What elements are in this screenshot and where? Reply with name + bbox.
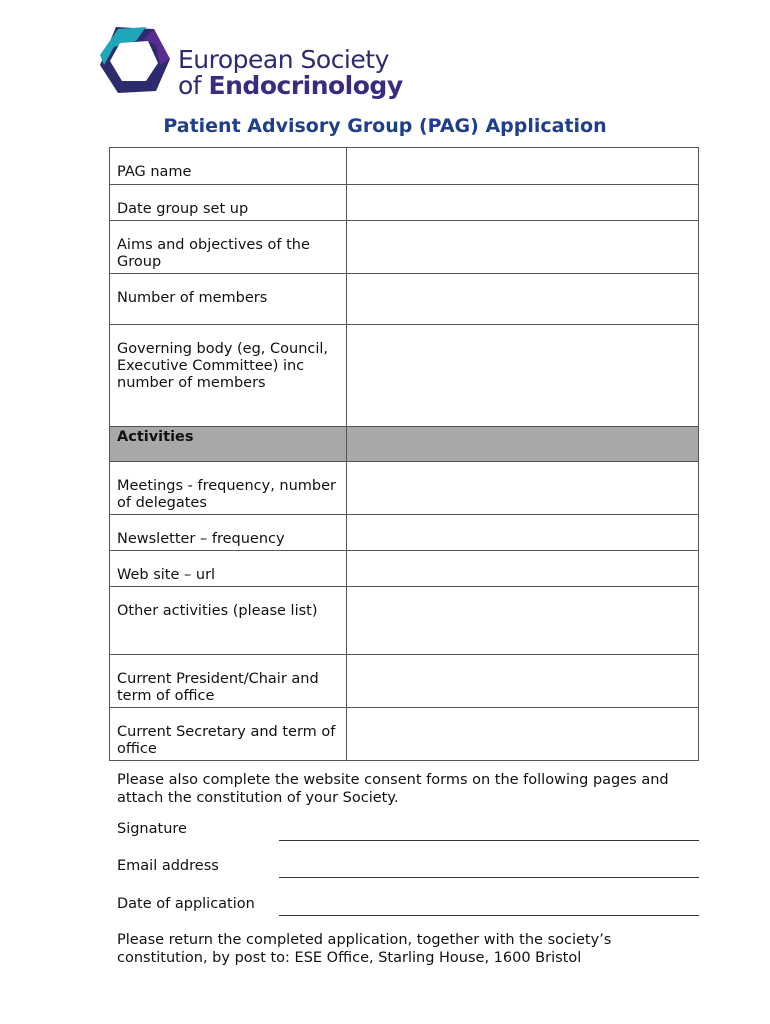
row-label: Other activities (please list) [110,587,347,655]
row-label: Current Secretary and term of office [110,708,347,761]
other-activities-field[interactable] [346,587,698,655]
form-row-newsletter [110,515,699,551]
president-field[interactable] [346,655,698,708]
return-instructions: Please return the completed application, together with the society’s constitution, by post to: ESE Office, Starling House, 1600 Bristol [117,932,612,966]
row-label: Date group set up [110,185,347,221]
row-label: Current President/Chair and term of office [110,655,347,708]
ese-logo-mark-icon [96,25,172,97]
form-row-members [110,274,699,325]
row-label: PAG name [110,148,347,185]
form-row-president [110,655,699,708]
form-row-other-activities [110,587,699,655]
row-label: Web site – url [110,551,347,587]
activities-heading-row [110,427,699,462]
email-row [117,858,699,878]
row-label: Governing body (eg, Council, Executive Committee) inc number of members [110,325,347,427]
page-title: Patient Advisory Group (PAG) Application [163,115,607,137]
aims-field[interactable] [346,221,698,274]
date-of-application-label: Date of application [117,896,255,912]
form-row-pag-name [110,148,699,185]
meetings-field[interactable] [346,462,698,515]
governing-body-field[interactable] [346,325,698,427]
date-of-application-row [117,896,699,916]
secretary-field[interactable] [346,708,698,761]
row-label: Newsletter – frequency [110,515,347,551]
form-row-secretary [110,708,699,761]
form-row-website [110,551,699,587]
date-set-up-field[interactable] [346,185,698,221]
logo-line2: of Endocrinology [178,71,403,100]
email-line[interactable] [279,877,699,878]
form-row-aims [110,221,699,274]
consent-instructions: Please also complete the website consent forms on the following pages and attach the constitution of your Society. [117,772,669,806]
logo-line1: European Society [178,45,389,74]
form-row-meetings [110,462,699,515]
application-form-table [109,147,699,761]
activities-heading: Activities [110,427,347,462]
form-row-governing-body [110,325,699,427]
pag-name-field[interactable] [346,148,698,185]
row-label: Number of members [110,274,347,325]
signature-line[interactable] [279,840,699,841]
row-label: Meetings - frequency, number of delegates [110,462,347,515]
email-label: Email address [117,858,219,874]
activities-heading-blank [346,427,698,462]
date-of-application-line[interactable] [279,915,699,916]
website-field[interactable] [346,551,698,587]
signature-label: Signature [117,821,187,837]
members-field[interactable] [346,274,698,325]
form-row-date-set-up [110,185,699,221]
newsletter-field[interactable] [346,515,698,551]
ese-logo [96,25,403,105]
row-label: Aims and objectives of the Group [110,221,347,274]
signature-row [117,821,699,841]
